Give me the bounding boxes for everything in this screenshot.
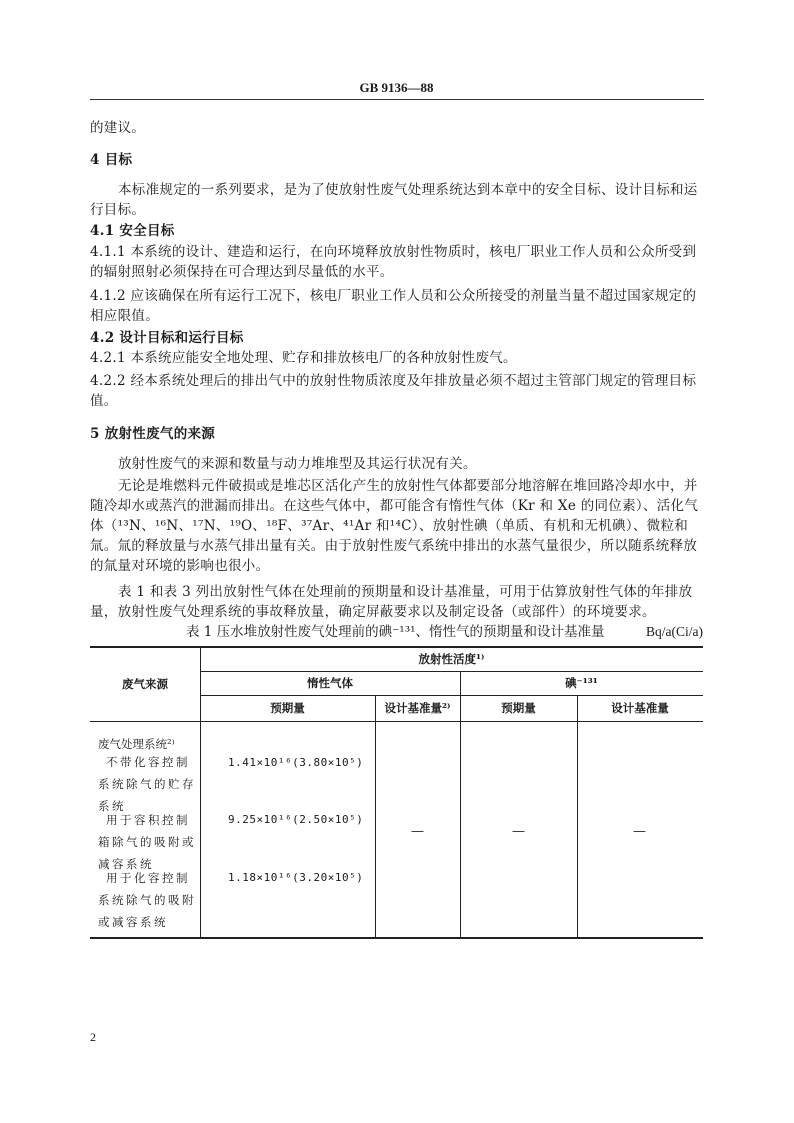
document-code: GB 9136—88: [359, 80, 434, 95]
row-source-line: 不带化容控制: [106, 755, 190, 769]
row-source-line: 或减容系统: [98, 915, 168, 929]
row-expected-value: 1.41×10¹⁶(3.80×10⁵): [228, 756, 364, 769]
clause-4-2-2: 4.2.2 经本系统处理后的排出气中的放射性物质浓度及年排放量必须不超过主管部门规定的管理目标值。: [90, 373, 697, 409]
header-inert-gas: 惰性气体: [307, 676, 353, 690]
row-expected-value: 9.25×10¹⁶(2.50×10⁵): [228, 813, 364, 826]
header-expected: 预期量: [270, 701, 305, 715]
paragraph: 放射性废气的来源和数量与动力堆堆型及其运行状况有关。: [118, 456, 477, 472]
page-number: 2: [90, 1030, 96, 1044]
paragraph: 的建议。: [90, 120, 146, 136]
header-expected-iodine: 预期量: [501, 701, 536, 715]
paragraph: 无论是堆燃料元件破损或是堆芯区活化产生的放射性气体都要部分地溶解在堆回路冷却水中，并随冷却水或蒸汽的泄漏而排出。在这些气体中，都可能含有惰性气体（Kr 和 Xe 的同位素）、活化气体（¹³N、¹⁶N、¹⁷N、¹⁹O、¹⁸F、³⁷Ar、⁴¹Ar 和¹⁴C）、放射性碘（单质、有机和无机碘）、微粒和氚。氚的释放量与水蒸气排出量有关。由于放射性废气系统中排出的水蒸气量很少，所以随系统释放的氚量对环境的影响也很小。: [90, 478, 699, 574]
empty-dash: —: [512, 824, 525, 839]
table-caption: [90, 622, 703, 642]
empty-dash: —: [411, 824, 424, 839]
paragraph: 表 1 和表 3 列出放射性气体在处理前的预期量和设计基准量，可用于估算放射性气体的年排放量，放射性废气处理系统的事故释放量，确定屏蔽要求以及制定设备（或部件）的环境要求。: [90, 584, 693, 620]
row-source-line: 系统: [98, 799, 126, 813]
header-source: 废气来源: [122, 677, 168, 691]
header-design: 设计基准量²⁾: [384, 701, 451, 715]
header-iodine: 碘⁻¹³¹: [565, 676, 598, 690]
table-title: 表 1 压水堆放射性废气处理前的碘⁻¹³¹、惰性气的预期量和设计基准量: [186, 624, 605, 640]
clause-4-1-1: 4.1.1 本系统的设计、建造和运行，在向环境释放放射性物质时，核电厂职业工作人员和公众所受到的辐射照射必须保持在可合理达到尽量低的水平。: [90, 244, 697, 280]
table-unit: Bq/a(Ci/a): [646, 624, 703, 639]
row-source-line: 系统除气的吸附: [98, 893, 196, 907]
table-rule: [200, 695, 703, 696]
row-source-line: 用于容积控制: [106, 813, 190, 827]
section-heading-5: 5 放射性废气的来源: [90, 426, 216, 442]
header-activity: 放射性活度¹⁾: [418, 652, 485, 666]
header-design-iodine: 设计基准量: [611, 701, 669, 715]
table-bottom-rule: [90, 937, 703, 939]
row-source-line: 减容系统: [98, 857, 154, 871]
paragraph: 本标准规定的一系列要求，是为了使放射性废气处理系统达到本章中的安全目标、设计目标和运行目标。: [90, 182, 698, 218]
clause-4-1-2: 4.1.2 应该确保在所有运行工况下，核电厂职业工作人员和公众所接受的剂量当量不超过国家规定的相应限值。: [90, 288, 697, 324]
section-heading-4-2: 4.2 设计目标和运行目标: [90, 330, 244, 346]
table-col-rule: [577, 695, 578, 937]
data-table: [90, 646, 703, 939]
row-source-line: 系统除气的贮存: [98, 777, 196, 791]
clause-4-2-1: 4.2.1 本系统应能安全地处理、贮存和排放核电厂的各种放射性废气。: [90, 350, 517, 366]
row-source-line: 用于化容控制: [106, 871, 190, 885]
table-header-rule: [90, 721, 703, 722]
empty-dash: —: [633, 824, 646, 839]
table-rule: [200, 671, 703, 672]
section-heading-4: 4 目标: [90, 152, 133, 168]
table-top-rule: [90, 646, 703, 648]
row-expected-value: 1.18×10¹⁶(3.20×10⁵): [228, 871, 364, 884]
header-rule: [90, 99, 704, 100]
group-label: 废气处理系统²⁾: [98, 737, 175, 751]
section-heading-4-1: 4.1 安全目标: [90, 223, 175, 239]
table-col-rule: [375, 695, 376, 937]
row-source-line: 箱除气的吸附或: [98, 835, 196, 849]
